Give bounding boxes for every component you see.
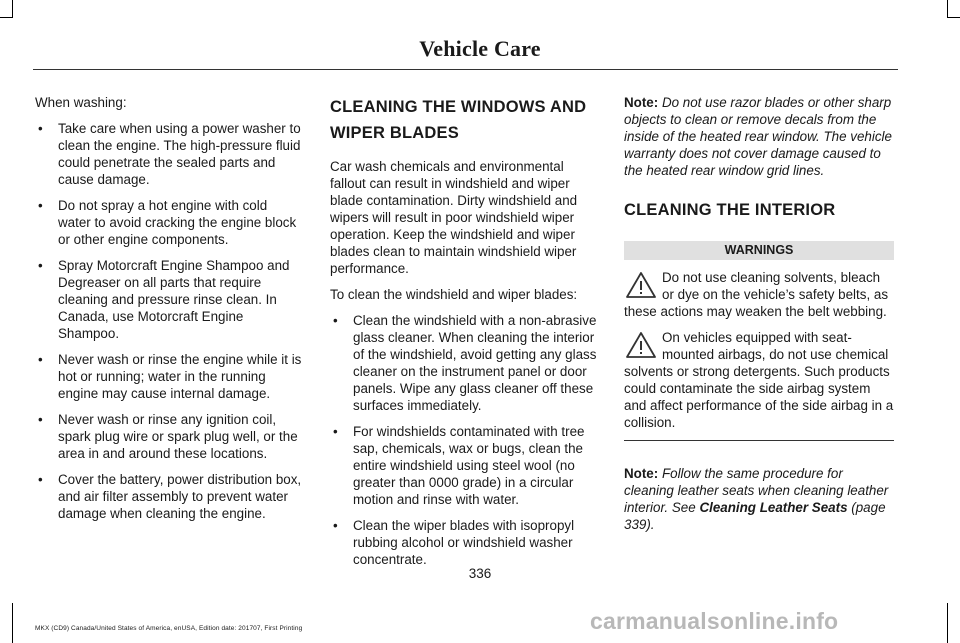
warning-triangle-icon — [624, 270, 658, 300]
list-item: • Cover the battery, power distribution box, and air filter assembly to prevent water damage when cleaning the engine. — [35, 471, 303, 522]
column-1 — [35, 94, 303, 531]
list-item: • Take care when using a power washer to clean the engine. The high-pressure fluid could penetrate the sealed parts and cause damage. — [35, 120, 303, 188]
list-item: • Never wash or rinse the engine while it is hot or running; water in the running engine may cause internal damage. — [35, 351, 303, 402]
crop-mark-bottom-left-v — [12, 603, 13, 643]
column-2 — [330, 94, 600, 577]
section-heading-windows-line1: CLEANING THE WINDOWS AND — [330, 98, 587, 116]
windows-paragraph-1: Car wash chemicals and environmental fallout can result in windshield and wiper blade contamination. Dirty windshield and wipers will result in poor windshield wiper operation. Keep the windshield and wiper blades clean to maintain windshield wiper performance. — [330, 159, 578, 276]
list-item: • Clean the wiper blades with isopropyl rubbing alcohol or windshield washer concentrate. — [330, 517, 600, 568]
list-item: • Clean the windshield with a non-abrasive glass cleaner. When cleaning the interior of the windshield, avoid getting any glass cleaner on the instrument panel or door panels. Wipe any glass cleaner off these surfaces immediately. — [330, 312, 600, 414]
note-text: Follow the same procedure for cleaning leather seats when cleaning leather interior. See — [624, 466, 889, 515]
note-label: Note: — [624, 466, 659, 481]
washing-intro: When washing: — [35, 95, 127, 110]
header-rule — [33, 69, 898, 70]
warning-text: Do not use cleaning solvents, bleach or dye on the vehicle’s safety belts, as these actions may weaken the belt webbing. — [624, 270, 889, 319]
crop-mark-bottom-right-v — [947, 603, 948, 643]
crop-mark-top-right-h — [947, 17, 960, 18]
washing-list — [35, 120, 303, 522]
list-item: • For windshields contaminated with tree sap, chemicals, wax or bugs, clean the entire windshield using steel wool (no greater than 0000 grade) in a circular motion and rinse with water. — [330, 423, 600, 508]
warning-triangle-icon — [624, 330, 658, 360]
warnings-rule — [624, 440, 894, 441]
cross-reference-page: (page 339). — [624, 500, 886, 532]
warnings-label: WARNINGS — [624, 241, 894, 260]
note-leather — [624, 465, 894, 533]
note-heated-window — [624, 94, 894, 179]
list-item: • Spray Motorcraft Engine Shampoo and Degreaser on all parts that require cleaning and pressure rinse clean. In Canada, use Motorcraft Engine Shampoo. — [35, 257, 303, 342]
warning-item — [624, 269, 894, 320]
page-number: 336 — [468, 566, 492, 581]
warning-item — [624, 329, 894, 431]
crop-mark-top-right-v — [947, 0, 948, 18]
warning-text: On vehicles equipped with seat-mounted airbags, do not use chemical solvents or strong detergents. Such products could contaminate the side airbag system and affect performance of the side airbag in a collision. — [624, 330, 894, 430]
note-label: Note: — [624, 95, 659, 110]
crop-mark-top-left-v — [12, 0, 13, 18]
list-item: • Never wash or rinse any ignition coil, spark plug wire or spark plug well, or the area in and around these locations. — [35, 411, 303, 462]
crop-mark-top-left-h — [0, 17, 12, 18]
footer-edition-text: MKX (CD9) Canada/United States of America, enUSA, Edition date: 201707, First Printing — [35, 625, 303, 632]
note-text: Do not use razor blades or other sharp objects to clean or remove decals from the inside of the heated rear window. The vehicle warranty does not cover damage caused to the heated rear window grid lines. — [624, 95, 892, 178]
section-heading-interior: CLEANING THE INTERIOR — [624, 201, 836, 219]
section-heading-windows-line2: WIPER BLADES — [330, 124, 459, 142]
list-item: • Do not spray a hot engine with cold water to avoid cracking the engine block or other engine components. — [35, 197, 303, 248]
page-header-title: Vehicle Care — [419, 36, 541, 61]
windows-paragraph-2: To clean the windshield and wiper blades: — [330, 287, 578, 302]
cross-reference-link[interactable]: Cleaning Leather Seats — [699, 500, 848, 515]
windows-list — [330, 312, 600, 568]
column-3 — [624, 94, 894, 542]
section-heading-windows — [330, 94, 600, 146]
watermark-logo: carmanualsonline.info — [590, 608, 839, 634]
